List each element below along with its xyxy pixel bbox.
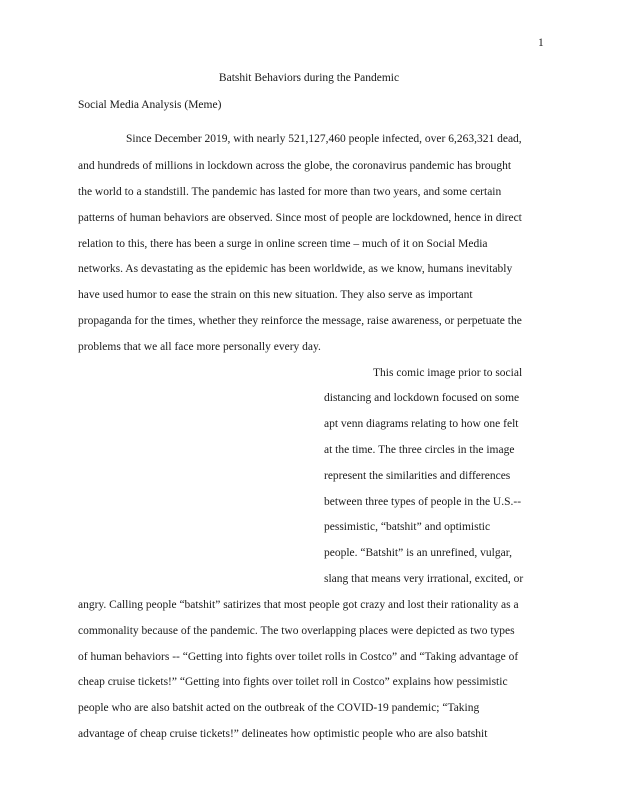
document-subtitle: Social Media Analysis (Meme) — [78, 99, 222, 111]
paragraph2-line: slang that means very irrational, excited, or — [324, 573, 524, 585]
paragraph2-line: apt venn diagrams relating to how one felt — [324, 418, 519, 430]
paragraph2-line: commonality because of the pandemic. The two overlapping places were depicted as two types — [78, 625, 515, 637]
paragraph1-line: and hundreds of millions in lockdown across the globe, the coronavirus pandemic has brought — [78, 160, 512, 172]
paragraph1-line: have used humor to ease the strain on this new situation. They also serve as important — [78, 289, 473, 301]
paragraph1-line: patterns of human behaviors are observed. Since most of people are lockdowned, hence in direct — [78, 212, 522, 224]
paragraph1-line: Since December 2019, with nearly 521,127,460 people infected, over 6,263,321 dead, — [126, 133, 522, 145]
paragraph2-line: represent the similarities and differences — [324, 470, 511, 482]
paragraph1-line: propaganda for the times, whether they reinforce the message, raise awareness, or perpetuate the — [78, 315, 522, 327]
document-title: Batshit Behaviors during the Pandemic — [218, 72, 400, 84]
paragraph2-line: at the time. The three circles in the image — [324, 444, 515, 456]
paragraph2-line: people. “Batshit” is an unrefined, vulgar, — [324, 547, 512, 559]
paragraph1-line: networks. As devastating as the epidemic has been worldwide, as we know, humans inevitably — [78, 263, 513, 275]
paragraph1-line: the world to a standstill. The pandemic has lasted for more than two years, and some certain — [78, 186, 502, 198]
page-number: 1 — [538, 37, 544, 49]
paragraph1-line: relation to this, there has been a surge in online screen time – much of it on Social Media — [78, 238, 488, 250]
paragraph2-line: people who are also batshit acted on the outbreak of the COVID-19 pandemic; “Taking — [78, 702, 480, 714]
paragraph2-line: This comic image prior to social — [373, 367, 523, 379]
paragraph2-line: angry. Calling people “batshit” satirizes that most people got crazy and lost their rationality as a — [78, 599, 519, 611]
paragraph2-line: distancing and lockdown focused on some — [324, 392, 520, 404]
paragraph1-line: problems that we all face more personally every day. — [78, 341, 321, 353]
paragraph2-line: cheap cruise tickets!” “Getting into fights over toilet roll in Costco” explains how pessimistic — [78, 676, 508, 688]
paragraph2-line: pessimistic, “batshit” and optimistic — [324, 521, 491, 533]
paragraph2-line: of human behaviors -- “Getting into fights over toilet rolls in Costco” and “Taking advantage of — [78, 651, 519, 663]
paragraph2-line: between three types of people in the U.S.-- — [324, 496, 522, 508]
paragraph2-line: advantage of cheap cruise tickets!” delineates how optimistic people who are also batshit — [78, 728, 488, 740]
